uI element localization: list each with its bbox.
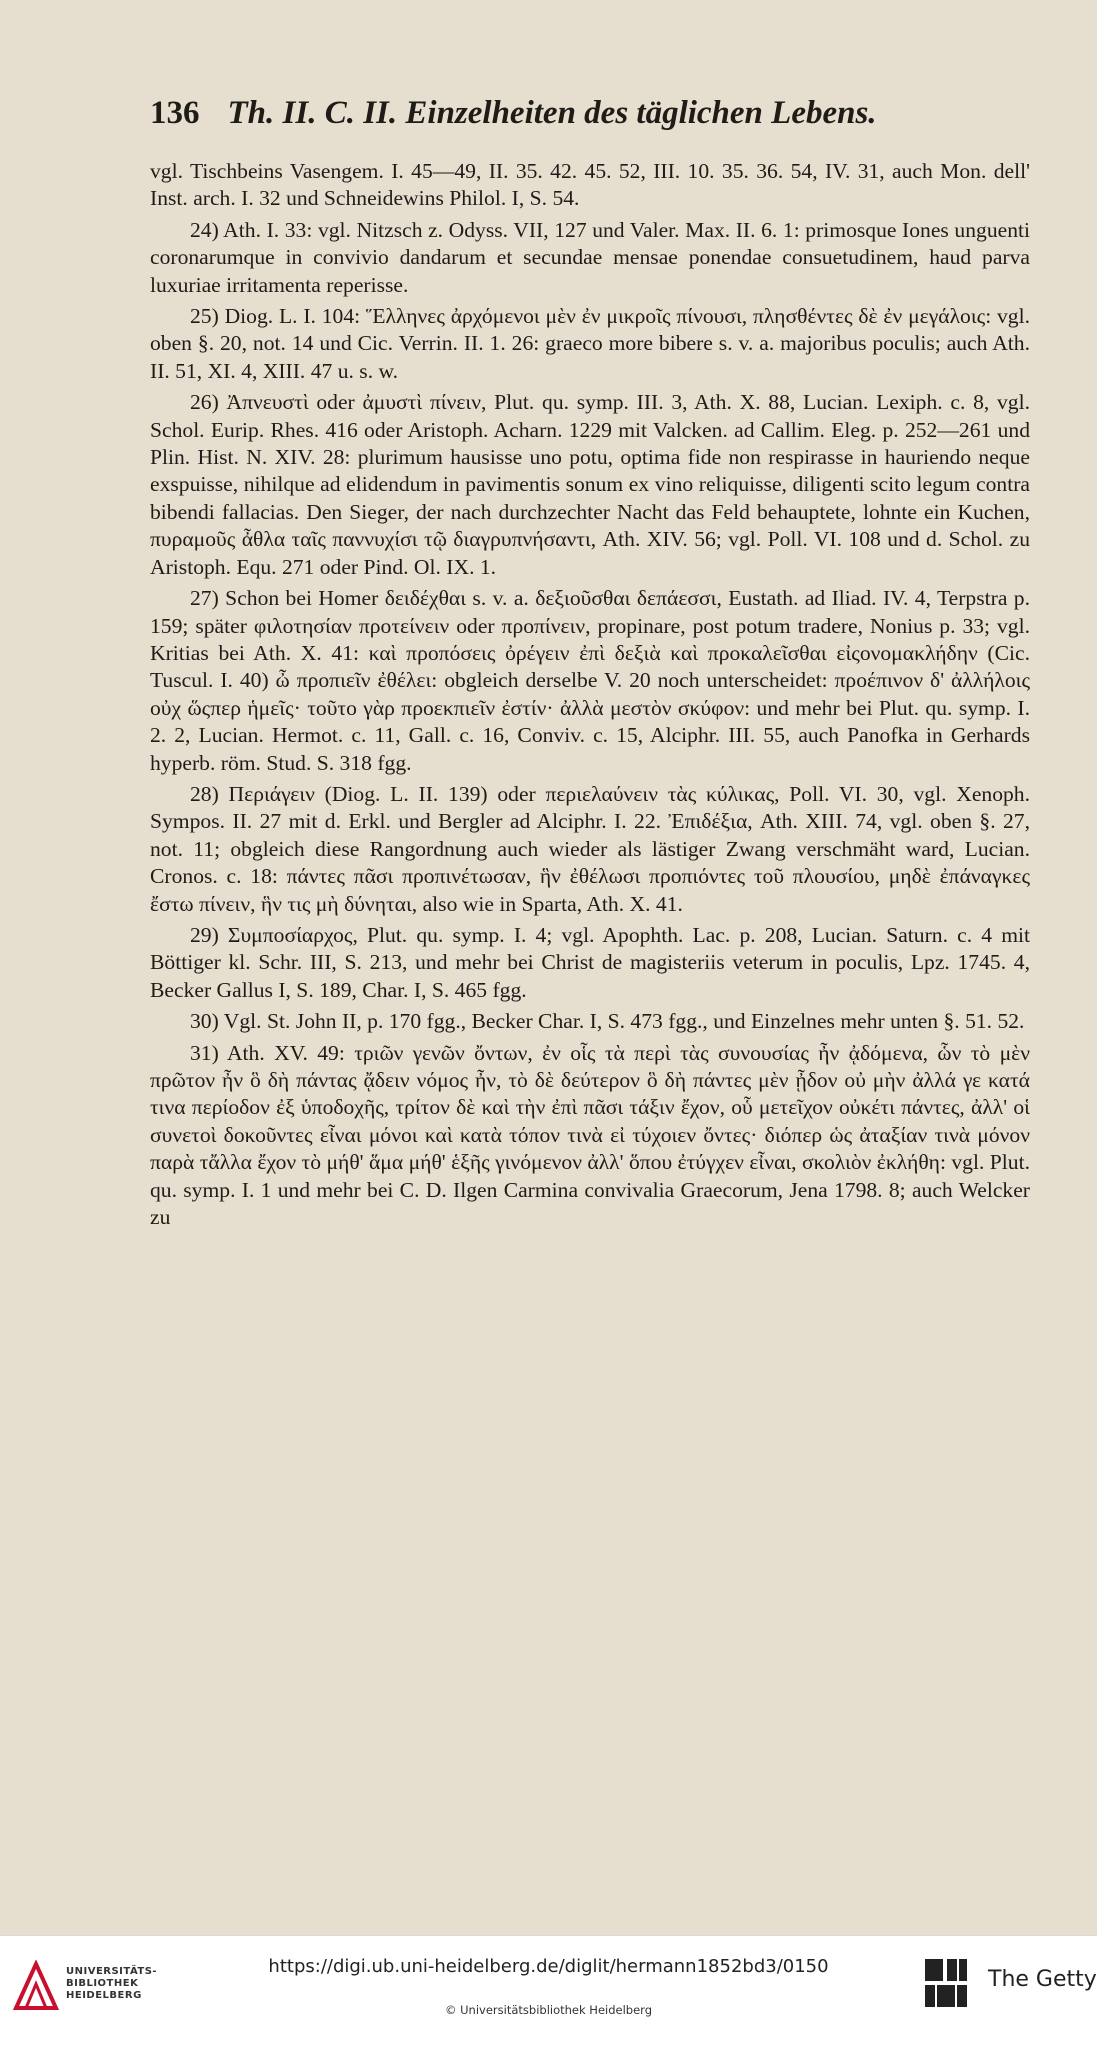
- library-name: UNIVERSITÄTS-BIBLIOTHEK HEIDELBERG: [66, 1966, 158, 2001]
- running-head: [150, 95, 1030, 132]
- footnote-25: 25) Diog. L. I. 104: Ἕλληνες ἀρχόμενοι μὲν ἐν μικροῖς πίνουσι, πλησθέντες δὲ ἐν μεγάλοις: vgl. oben §. 20, not. 14 und Cic. Verrin. II. 1. 26: graeco more bibere s. v. a. majoribus poculis; auch Ath. II. 51, XI. 4, XIII. 47 u. s. w.: [150, 304, 1030, 383]
- footnote-24: 24) Ath. I. 33: vgl. Nitzsch z. Odyss. VII, 127 und Valer. Max. II. 6. 1: primosque Iones unguenti coronarumque in convivio dandarum et secundae mensae ponendae consuetudinem, haud parva luxuriae irritamenta reperisse.: [150, 217, 1030, 297]
- copyright-notice: © Universitätsbibliothek Heidelberg: [444, 2003, 652, 2017]
- partner-name: The Getty: [988, 1967, 1097, 1992]
- footnote-28: 28) Περιάγειν (Diog. L. II. 139) oder περιελαύνειν τὰς κύλικας, Poll. VI. 30, vgl. Xenoph. Sympos. II. 27 mit d. Erkl. und Bergler ad Alciphr. I. 22. Ἐπιδέξια, Ath. XIII. 74, vgl. oben §. 27, not. 11; obgleich diese Rangordnung auch wieder als lästiger Zwang verschmäht ward, Lucian. Cronos. c. 18: πάντες πᾶσι προπινέτωσαν, ἣν ἐθέλωσι προπιόντες τοῦ πλουσίου, μηδὲ ἐπάναγκες ἔστω πίνειν, ἣν τις μὴ δύνηται, also wie in Sparta, Ath. X. 41.: [150, 781, 1030, 916]
- footnote-30: 30) Vgl. St. John II, p. 170 fgg., Becker Char. I, S. 473 fgg., und Einzelnes mehr unten §. 51. 52.: [190, 1009, 1025, 1034]
- footnote-27: 27) Schon bei Homer δειδέχθαι s. v. a. δεξιοῦσθαι δεπάεσσι, Eustath. ad Iliad. IV. 4, Terpstra p. 159; später φιλοτησίαν προτείνειν oder προπίνειν, propinare, post potum tradere, Nonius p. 33; vgl. Kritias bei Ath. X. 41: καὶ προπόσεις ὀρέγειν ἐπὶ δεξιὰ καὶ προκαλεῖσθαι εἰςονομακλήδην (Cic. Tuscul. I. 40) ὦ προπιεῖν ἐθέλει: obgleich derselbe V. 20 noch unterscheidet: προέπινον δ' ἀλλήλοις οὐχ ὥςπερ ἡμεῖς· τοῦτο γὰρ προεκπιεῖν ἐστίν· ἀλλὰ μεστὸν σκύφον: und mehr bei Plut. qu. symp. I. 2. 2, Lucian. Hermot. c. 11, Gall. c. 16, Conviv. c. 15, Alciphr. III. 55, auch Panofka in Gerhards hyperb. röm. Stud. S. 318 fgg.: [150, 586, 1030, 775]
- running-title: Th. II. C. II. Einzelheiten des täglichen Lebens.: [227, 95, 877, 131]
- footnote-26: 26) Ἀπνευστὶ oder ἀμυστὶ πίνειν, Plut. qu. symp. III. 3, Ath. X. 88, Lucian. Lexiph. c. 8, vgl. Schol. Eurip. Rhes. 416 oder Aristoph. Acharn. 1229 mit Valcken. ad Callim. Eleg. p. 252—261 und Plin. Hist. N. XIV. 28: plurimum hausisse uno potu, optima fide non respirasse in hauriendo neque exspuisse, nihilque ad elidendum in pavimentis sonum ex vino reliquisse, diligenti scito legum contra bibendi fallacias. Den Sieger, der nach durchzechter Nacht das Feld behauptete, lohnte ein Kuchen, πυραμοῦς ἆθλα ταῖς παννυχίσι τῷ διαγρυπνήσαντι, Ath. XIV. 56; vgl. Poll. VI. 108 und d. Schol. zu Aristoph. Equ. 271 oder Pind. Ol. IX. 1.: [150, 390, 1030, 579]
- getty-logo-icon: [923, 1955, 969, 2011]
- permalink-url[interactable]: https://digi.ub.uni-heidelberg.de/diglit/hermann1852bd3/0150: [268, 1956, 829, 1977]
- page-number: 136: [150, 95, 200, 131]
- footnote-29: 29) Συμποσίαρχος, Plut. qu. symp. I. 4; vgl. Apophth. Lac. p. 208, Lucian. Saturn. c. 4 mit Böttiger kl. Schr. III, S. 213, und mehr bei Christ de magisteriis veterum in poculis, Lpz. 1745. 4, Becker Gallus I, S. 189, Char. I, S. 465 fgg.: [150, 922, 1030, 1002]
- footnote-31: 31) Ath. XV. 49: τριῶν γενῶν ὄντων, ἐν οἷς τὰ περὶ τὰς συνουσίας ἦν ᾀδόμενα, ὧν τὸ μὲν πρῶτον ἦν ὃ δὴ πάντας ᾄδειν νόμος ἦν, τὸ δὲ δεύτερον ὃ δὴ πάντες μὲν ᾖδον οὐ μὴν ἀλλά γε κατά τινα περίοδον ἐξ ὑποδοχῆς, τρίτον δὲ καὶ τὴν ἐπὶ πᾶσι τάξιν ἔχον, οὗ μετεῖχον οὐκέτι πάντες, ἀλλ' οἱ συνετοὶ δοκοῦντες εἶναι μόνοι καὶ κατὰ τόπον τινὰ εἰ τύχοιεν ὄντες· διόπερ ὡς ἀταξίαν τινὰ μόνον παρὰ τἄλλα ἔχον τὸ μήθ' ἅμα μήθ' ἑξῆς γινόμενον ἀλλ' ὅπου ἐτύγχεν εἶναι, σκολιὸν ἐκλήθη: vgl. Plut. qu. symp. I. 1 und mehr bei C. D. Ilgen Carmina convivalia Graecorum, Jena 1798. 8; auch Welcker zu: [150, 1040, 1030, 1230]
- page-content: [150, 95, 1030, 1235]
- footnote-continuation: vgl. Tischbeins Vasengem. I. 45—49, II. 35. 42. 45. 52, III. 10. 35. 36. 54, IV. 31, auch Mon. dell' Inst. arch. I. 32 und Schneidewins Philol. I, S. 54.: [150, 159, 1030, 211]
